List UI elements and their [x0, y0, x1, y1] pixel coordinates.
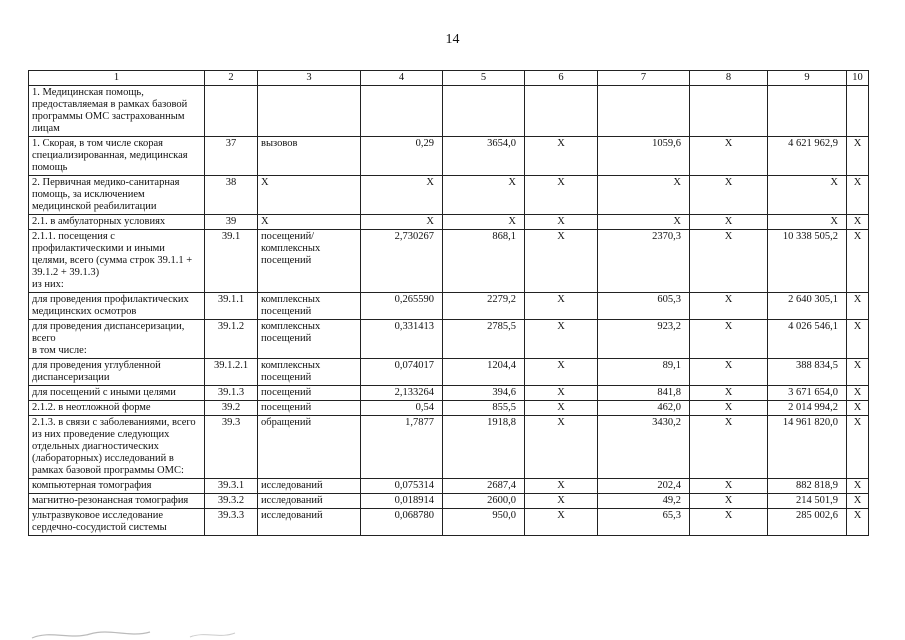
- table-cell: 10 338 505,2: [768, 230, 847, 293]
- table-cell: Х: [847, 416, 869, 479]
- header-cell: 8: [690, 71, 768, 86]
- table-cell: 3430,2: [598, 416, 690, 479]
- table-cell: магнитно-резонансная томография: [29, 494, 205, 509]
- table-cell: 462,0: [598, 401, 690, 416]
- table-row: [29, 386, 869, 401]
- table-cell: 2687,4: [443, 479, 525, 494]
- table-cell: 0,29: [361, 137, 443, 176]
- table-cell: Х: [525, 137, 598, 176]
- table-cell: компьютерная томография: [29, 479, 205, 494]
- table-cell: 39: [205, 215, 258, 230]
- table-cell: 1. Скорая, в том числе скорая специализированная, медицинская помощь: [29, 137, 205, 176]
- table-cell: Х: [847, 293, 869, 320]
- table-cell: [205, 86, 258, 137]
- table-cell: 0,331413: [361, 320, 443, 359]
- table-cell: исследований: [258, 479, 361, 494]
- table-cell: Х: [847, 176, 869, 215]
- table-row: [29, 137, 869, 176]
- table-cell: 89,1: [598, 359, 690, 386]
- table-cell: исследований: [258, 494, 361, 509]
- table-cell: Х: [690, 293, 768, 320]
- table-cell: посещений: [258, 401, 361, 416]
- header-cell: 2: [205, 71, 258, 86]
- table-cell: Х: [525, 386, 598, 401]
- table-cell: 2.1.1. посещения с профилактическими и иными целями, всего (сумма строк 39.1.1 + 39.1.2 + 39.1.3) из них:: [29, 230, 205, 293]
- table-cell: 4 621 962,9: [768, 137, 847, 176]
- table-cell: 3654,0: [443, 137, 525, 176]
- table-cell: Х: [525, 320, 598, 359]
- table-cell: комплексных посещений: [258, 320, 361, 359]
- table-cell: ультразвуковое исследование сердечно-сосудистой системы: [29, 509, 205, 536]
- table-cell: 0,54: [361, 401, 443, 416]
- table-cell: комплексных посещений: [258, 359, 361, 386]
- table-cell: 2,730267: [361, 230, 443, 293]
- table-cell: вызовов: [258, 137, 361, 176]
- table-cell: Х: [258, 215, 361, 230]
- table-cell: [768, 86, 847, 137]
- table-cell: Х: [690, 494, 768, 509]
- table-cell: 1. Медицинская помощь, предоставляемая в рамках базовой программы ОМС застрахованным лицам: [29, 86, 205, 137]
- table-cell: Х: [525, 509, 598, 536]
- table-cell: 0,265590: [361, 293, 443, 320]
- table-cell: для проведения профилактических медицинских осмотров: [29, 293, 205, 320]
- table-cell: 1059,6: [598, 137, 690, 176]
- table-row: [29, 359, 869, 386]
- table-cell: Х: [361, 176, 443, 215]
- table-cell: [525, 86, 598, 137]
- table-cell: 605,3: [598, 293, 690, 320]
- table-cell: Х: [690, 230, 768, 293]
- table-cell: Х: [847, 215, 869, 230]
- table-cell: посещений/ комплексных посещений: [258, 230, 361, 293]
- table-row: [29, 176, 869, 215]
- table-cell: 0,075314: [361, 479, 443, 494]
- table-row: [29, 86, 869, 137]
- table-cell: обращений: [258, 416, 361, 479]
- table-row: [29, 479, 869, 494]
- table-cell: Х: [525, 416, 598, 479]
- table-cell: 3 671 654,0: [768, 386, 847, 401]
- table-cell: Х: [847, 137, 869, 176]
- table-cell: Х: [598, 176, 690, 215]
- table-cell: 855,5: [443, 401, 525, 416]
- table-cell: Х: [847, 494, 869, 509]
- table-cell: 2,133264: [361, 386, 443, 401]
- header-cell: 7: [598, 71, 690, 86]
- table-cell: 14 961 820,0: [768, 416, 847, 479]
- table-row: [29, 416, 869, 479]
- table-cell: 39.2: [205, 401, 258, 416]
- header-cell: 1: [29, 71, 205, 86]
- table-cell: Х: [690, 479, 768, 494]
- table-cell: 285 002,6: [768, 509, 847, 536]
- table-cell: Х: [690, 215, 768, 230]
- table-cell: Х: [598, 215, 690, 230]
- table-cell: Х: [525, 230, 598, 293]
- table-cell: 0,018914: [361, 494, 443, 509]
- table-cell: 394,6: [443, 386, 525, 401]
- table-cell: 39.1.2: [205, 320, 258, 359]
- table-cell: 0,068780: [361, 509, 443, 536]
- table-cell: 49,2: [598, 494, 690, 509]
- table-cell: 39.3.2: [205, 494, 258, 509]
- table-cell: Х: [690, 320, 768, 359]
- table-cell: Х: [525, 293, 598, 320]
- table-cell: 2 014 994,2: [768, 401, 847, 416]
- table-cell: 1204,4: [443, 359, 525, 386]
- table-cell: Х: [525, 176, 598, 215]
- table-row: [29, 509, 869, 536]
- table-row: [29, 230, 869, 293]
- table-cell: Х: [768, 176, 847, 215]
- table-cell: 882 818,9: [768, 479, 847, 494]
- table-cell: посещений: [258, 386, 361, 401]
- header-row: [29, 71, 869, 86]
- table-cell: Х: [847, 509, 869, 536]
- table-cell: 65,3: [598, 509, 690, 536]
- table-cell: 388 834,5: [768, 359, 847, 386]
- table-cell: 38: [205, 176, 258, 215]
- table-cell: Х: [847, 401, 869, 416]
- table-cell: Х: [525, 215, 598, 230]
- table-cell: 39.1.3: [205, 386, 258, 401]
- handwritten-mark: [30, 628, 260, 640]
- table-cell: для проведения углубленной диспансеризации: [29, 359, 205, 386]
- table-cell: 2.1.3. в связи с заболеваниями, всего из них проведение следующих отдельных диагностических (лабораторных) исследований в рамках базовой программы ОМС:: [29, 416, 205, 479]
- table-cell: Х: [690, 176, 768, 215]
- table-cell: комплексных посещений: [258, 293, 361, 320]
- table-row: [29, 320, 869, 359]
- table-cell: 2.1.2. в неотложной форме: [29, 401, 205, 416]
- table-cell: для посещений с иными целями: [29, 386, 205, 401]
- table-cell: Х: [768, 215, 847, 230]
- table-cell: Х: [690, 416, 768, 479]
- table-cell: [258, 86, 361, 137]
- table-cell: 4 026 546,1: [768, 320, 847, 359]
- table-cell: Х: [690, 359, 768, 386]
- header-cell: 6: [525, 71, 598, 86]
- table-cell: [443, 86, 525, 137]
- table-cell: [847, 86, 869, 137]
- table-cell: Х: [443, 176, 525, 215]
- table-cell: 2279,2: [443, 293, 525, 320]
- table-cell: 37: [205, 137, 258, 176]
- table-cell: 202,4: [598, 479, 690, 494]
- table-cell: Х: [847, 320, 869, 359]
- table-cell: Х: [525, 401, 598, 416]
- table-row: [29, 494, 869, 509]
- table-cell: Х: [847, 359, 869, 386]
- table-cell: Х: [690, 401, 768, 416]
- table-cell: 39.3: [205, 416, 258, 479]
- table-cell: [598, 86, 690, 137]
- table-cell: Х: [847, 230, 869, 293]
- table-cell: Х: [525, 479, 598, 494]
- table-cell: Х: [361, 215, 443, 230]
- table-row: [29, 215, 869, 230]
- header-cell: 5: [443, 71, 525, 86]
- table-cell: 39.1.1: [205, 293, 258, 320]
- table-cell: 2785,5: [443, 320, 525, 359]
- table-row: [29, 401, 869, 416]
- table-cell: 868,1: [443, 230, 525, 293]
- table-cell: Х: [525, 359, 598, 386]
- data-table: [28, 70, 869, 536]
- table-cell: 214 501,9: [768, 494, 847, 509]
- table-cell: Х: [258, 176, 361, 215]
- table-cell: 2. Первичная медико-санитарная помощь, за исключением медицинской реабилитации: [29, 176, 205, 215]
- header-cell: 10: [847, 71, 869, 86]
- header-cell: 3: [258, 71, 361, 86]
- table-cell: Х: [525, 494, 598, 509]
- table-cell: 2600,0: [443, 494, 525, 509]
- table-cell: 0,074017: [361, 359, 443, 386]
- table-cell: Х: [690, 386, 768, 401]
- table-cell: Х: [847, 479, 869, 494]
- header-cell: 9: [768, 71, 847, 86]
- table-cell: 39.3.1: [205, 479, 258, 494]
- table-cell: 39.1.2.1: [205, 359, 258, 386]
- table-cell: Х: [443, 215, 525, 230]
- table-cell: Х: [690, 137, 768, 176]
- table-cell: 1918,8: [443, 416, 525, 479]
- table-cell: Х: [847, 386, 869, 401]
- page-number: 14: [445, 32, 460, 47]
- table-cell: 841,8: [598, 386, 690, 401]
- table-cell: [361, 86, 443, 137]
- table-cell: для проведения диспансеризации, всего в том числе:: [29, 320, 205, 359]
- table-cell: исследований: [258, 509, 361, 536]
- header-cell: 4: [361, 71, 443, 86]
- table-cell: 2 640 305,1: [768, 293, 847, 320]
- table-cell: 950,0: [443, 509, 525, 536]
- table-cell: Х: [690, 509, 768, 536]
- table-cell: [690, 86, 768, 137]
- table-cell: 2.1. в амбулаторных условиях: [29, 215, 205, 230]
- table-cell: 1,7877: [361, 416, 443, 479]
- table-cell: 39.3.3: [205, 509, 258, 536]
- table-cell: 39.1: [205, 230, 258, 293]
- table-row: [29, 293, 869, 320]
- table-cell: 923,2: [598, 320, 690, 359]
- table-cell: 2370,3: [598, 230, 690, 293]
